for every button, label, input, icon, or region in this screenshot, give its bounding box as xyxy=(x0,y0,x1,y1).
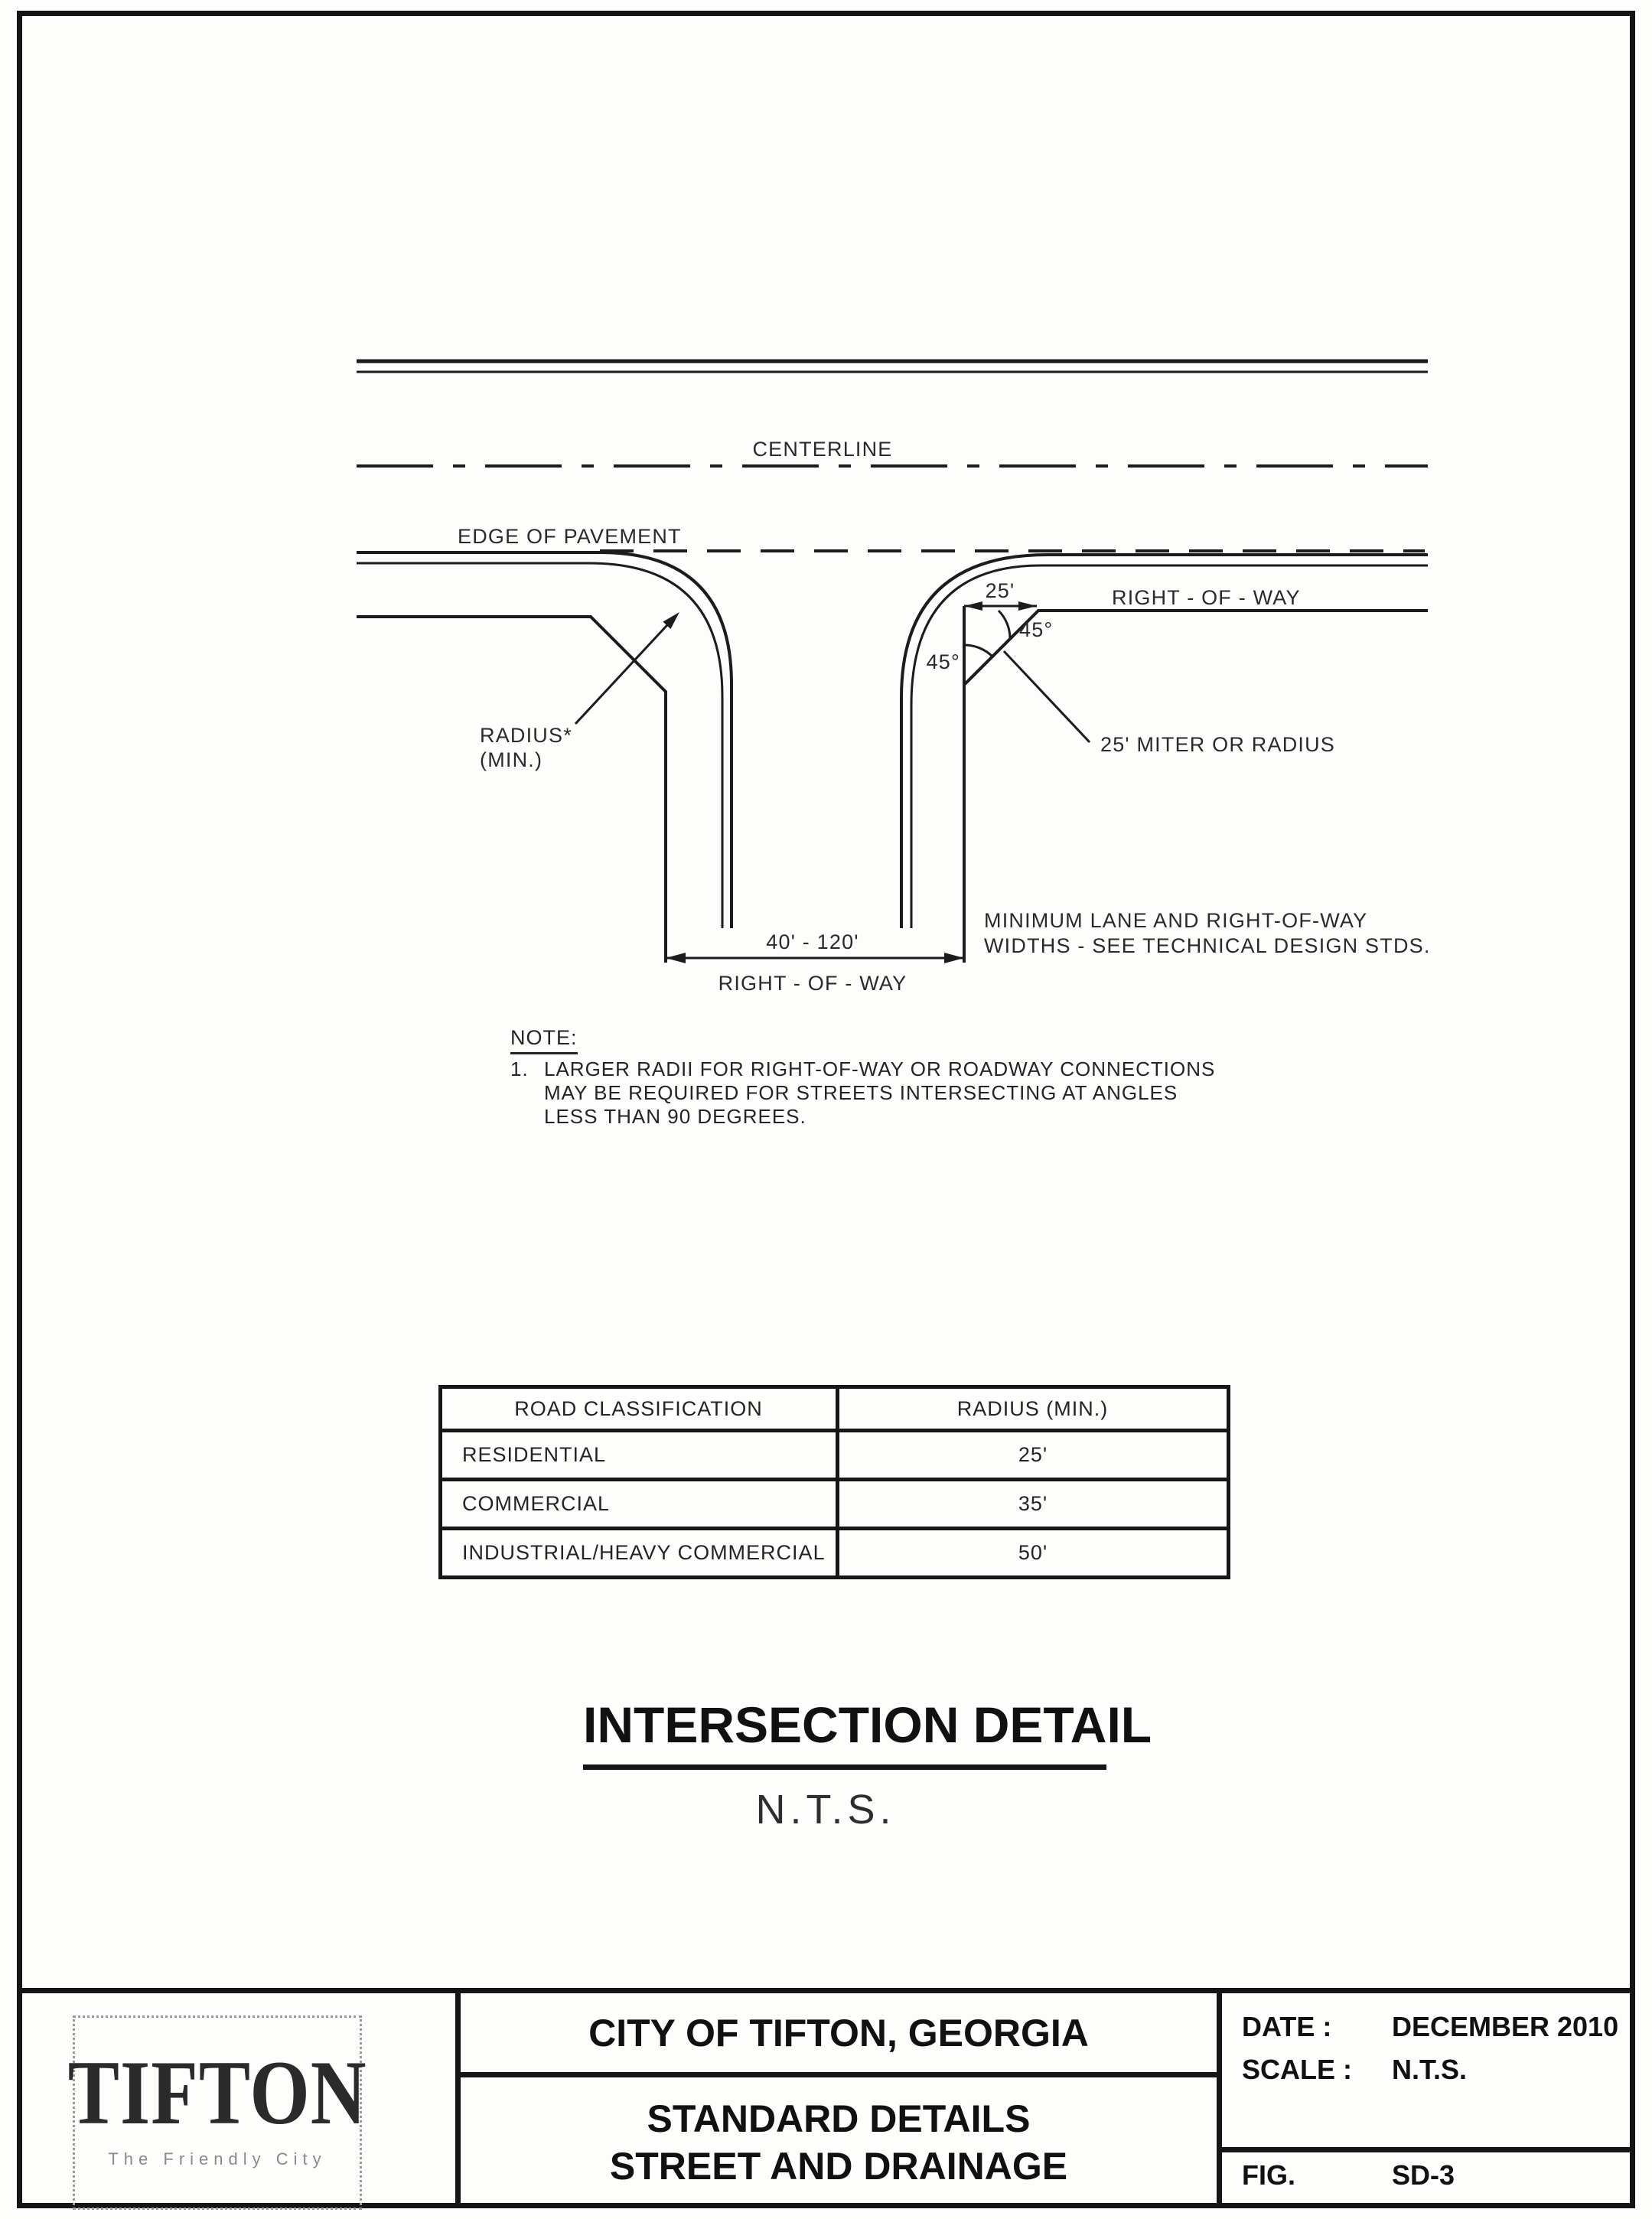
angle-lower-label: 45° xyxy=(926,650,960,673)
figure-row xyxy=(1222,2152,1630,2203)
note-line-3: LESS THAN 90 DEGREES. xyxy=(544,1105,806,1128)
title-block-meta xyxy=(1222,1993,1630,2152)
sheet-subtitle xyxy=(461,2077,1217,2203)
subtitle-line-2: STREET AND DRAINAGE xyxy=(609,2145,1068,2188)
right-of-way-bottom-label: RIGHT - OF - WAY xyxy=(718,972,907,995)
scale-row xyxy=(1222,2048,1630,2091)
edge-of-pavement-label: EDGE OF PAVEMENT xyxy=(458,525,682,548)
city-title: CITY OF TIFTON, GEORGIA xyxy=(461,1993,1217,2077)
note-line-1: LARGER RADII FOR RIGHT-OF-WAY OR ROADWAY CONNECTIONS xyxy=(544,1057,1216,1080)
table-cell-radius: 25' xyxy=(838,1431,1229,1480)
miter-callout-label: 25' MITER OR RADIUS xyxy=(1100,733,1335,756)
figure-label: FIG. xyxy=(1242,2159,1295,2191)
table-cell-radius: 50' xyxy=(838,1529,1229,1578)
radius-label-line2: (MIN.) xyxy=(480,748,543,771)
radius-label-line1: RADIUS* xyxy=(480,724,572,747)
tifton-logo-tagline: The Friendly City xyxy=(108,2149,327,2168)
date-label: DATE : xyxy=(1242,2011,1332,2042)
note-heading xyxy=(510,1026,578,1054)
table-row xyxy=(441,1529,1229,1578)
tifton-logo-text: TIFTON xyxy=(67,2041,367,2144)
date-row xyxy=(1222,2006,1630,2048)
title-block xyxy=(22,1988,1630,2203)
date-value: DECEMBER 2010 xyxy=(1392,2011,1619,2042)
angle-upper-label: 45° xyxy=(1019,618,1054,641)
table-header-radius: RADIUS (MIN.) xyxy=(838,1387,1229,1431)
miter-leader-line xyxy=(1004,651,1090,742)
radius-table xyxy=(438,1385,1230,1579)
table-cell-radius: 35' xyxy=(838,1480,1229,1529)
miter-dim-arrow-right xyxy=(1018,601,1037,611)
subtitle-line-1: STANDARD DETAILS xyxy=(647,2097,1031,2140)
figure-value: SD-3 xyxy=(1392,2159,1455,2191)
table-header-classification: ROAD CLASSIFICATION xyxy=(441,1387,838,1431)
min-lane-note-line2: WIDTHS - SEE TECHNICAL DESIGN STDS. xyxy=(984,934,1431,957)
sheet-title: INTERSECTION DETAIL xyxy=(583,1696,1152,1753)
note-item-1 xyxy=(510,1057,1215,1129)
radius-arrow-line xyxy=(575,615,676,724)
title-block-logo-cell xyxy=(22,1993,461,2203)
row-width-arrow-right xyxy=(944,953,964,963)
row-width-arrow-left xyxy=(666,953,686,963)
scale-label: SCALE : xyxy=(1242,2054,1352,2085)
min-lane-note-line1: MINIMUM LANE AND RIGHT-OF-WAY xyxy=(984,909,1368,932)
table-cell-classification: RESIDENTIAL xyxy=(441,1431,838,1480)
miter-dim-label: 25' xyxy=(985,579,1015,602)
sheet-scale-label: N.T.S. xyxy=(755,1787,896,1833)
figure-row-inner xyxy=(1222,2154,1630,2197)
note-item-number: 1. xyxy=(510,1057,529,1080)
tifton-logo xyxy=(67,2015,367,2210)
title-block-center-cell xyxy=(461,1993,1222,2203)
table-row xyxy=(441,1480,1229,1529)
angle-arc-lower xyxy=(964,645,992,657)
right-of-way-top-label: RIGHT - OF - WAY xyxy=(1112,586,1301,609)
table-header-row xyxy=(441,1387,1229,1431)
row-line-left xyxy=(357,617,666,963)
note-title: NOTE: xyxy=(510,1026,578,1054)
sheet-title-underline xyxy=(583,1764,1106,1770)
note-item-text xyxy=(544,1057,1215,1129)
table-cell-classification: INDUSTRIAL/HEAVY COMMERCIAL xyxy=(441,1529,838,1578)
scale-value: N.T.S. xyxy=(1392,2054,1468,2085)
table-row xyxy=(441,1431,1229,1480)
centerline-label: CENTERLINE xyxy=(752,438,893,461)
row-width-dim-label: 40' - 120' xyxy=(766,930,859,953)
table-cell-classification: COMMERCIAL xyxy=(441,1480,838,1529)
miter-dim-arrow-left xyxy=(964,601,982,611)
note-line-2: MAY BE REQUIRED FOR STREETS INTERSECTING AT ANGLES xyxy=(544,1081,1178,1104)
title-block-right-cell xyxy=(1222,1993,1630,2203)
angle-arc-upper xyxy=(999,611,1010,639)
